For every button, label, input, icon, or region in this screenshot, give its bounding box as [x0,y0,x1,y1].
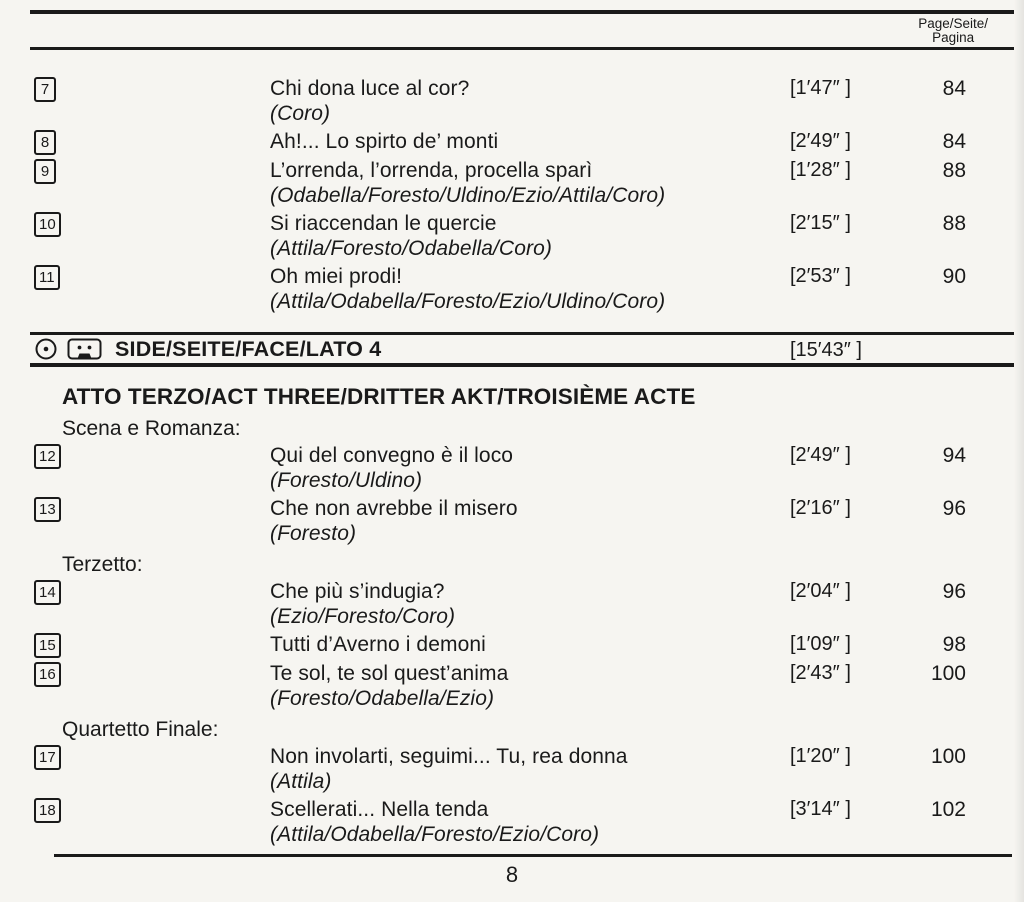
track-number-box: 12 [34,444,61,469]
track-page-number: 94 [942,444,966,467]
track-title: Tutti d’Averno i demoni [270,633,486,656]
track-row [34,76,966,126]
track-number-box: 16 [34,662,61,687]
track-page-number: 88 [942,212,966,235]
track-page-number: 90 [942,265,966,288]
track-cast: (Ezio/Foresto/Coro) [270,605,456,628]
track-title: Si riaccendan le quercie [270,212,497,235]
track-cast: (Attila/Odabella/Foresto/Ezio/Uldino/Coro) [270,290,666,313]
tracklist-side4 [0,416,1024,847]
track-page-number: 100 [930,662,966,685]
track-duration: [2′53″ ] [790,265,851,287]
track-duration: [2′49″ ] [790,444,851,466]
track-page-number: 84 [942,130,966,153]
track-number-box: 11 [34,265,60,290]
track-duration: [1′47″ ] [790,77,851,99]
track-cast: (Foresto) [270,522,357,545]
track-row [34,158,966,208]
track-row [34,744,966,794]
track-duration: [2′16″ ] [790,497,851,519]
track-row [34,632,966,658]
track-row [34,496,966,546]
track-cast: (Coro) [270,102,331,125]
track-cast: (Attila) [270,770,332,793]
track-page-number: 96 [942,580,966,603]
track-duration: [2′04″ ] [790,580,851,602]
track-duration: [2′43″ ] [790,662,851,684]
track-cast: (Foresto/Uldino) [270,469,423,492]
act-heading: ATTO TERZO/ACT THREE/DRITTER AKT/TROISIÈME ACTE [62,384,696,409]
track-title: Scellerati... Nella tenda [270,798,489,821]
track-number-box: 15 [34,633,61,658]
track-page-number: 98 [942,633,966,656]
track-page-number: 100 [930,745,966,768]
track-duration: [2′49″ ] [790,130,851,152]
track-number-box: 10 [34,212,61,237]
track-number-box: 8 [34,130,56,155]
track-page-number: 88 [942,159,966,182]
track-page-number: 102 [930,798,966,821]
media-icons [34,337,102,361]
track-number-box: 14 [34,580,61,605]
track-number-box: 18 [34,798,61,823]
track-row [34,661,966,711]
page-column-header [0,14,1024,47]
side-banner-label: SIDE/SEITE/FACE/LATO 4 [115,336,382,361]
track-number-box: 7 [34,77,56,102]
track-number-box: 13 [34,497,61,522]
track-title: Oh miei prodi! [270,265,403,288]
page-column-label-line2: Pagina [932,30,975,45]
track-cast: (Foresto/Odabella/Ezio) [270,687,495,710]
booklet-page-number: 8 [505,862,519,887]
side-total-duration: [15′43″ ] [790,339,862,361]
track-title: Che non avrebbe il misero [270,497,518,520]
track-row [34,264,966,314]
track-title: Non involarti, seguimi... Tu, rea donna [270,745,628,768]
track-row [34,211,966,261]
side-banner [30,332,1014,367]
section-label-quartetto-finale: Quartetto Finale: [62,718,219,741]
section-label-terzetto: Terzetto: [62,553,143,576]
track-title: Chi dona luce al cor? [270,77,470,100]
track-title: Che più s’indugia? [270,580,445,603]
track-duration: [1′09″ ] [790,633,851,655]
track-row [34,579,966,629]
track-duration: [1′28″ ] [790,159,851,181]
vinyl-record-icon [34,337,58,361]
section-label-scena-e-romanza: Scena e Romanza: [62,417,241,440]
track-cast: (Attila/Odabella/Foresto/Ezio/Coro) [270,823,600,846]
track-row [34,797,966,847]
cassette-icon [67,337,102,361]
track-number-box: 17 [34,745,61,770]
track-title: Qui del convegno è il loco [270,444,514,467]
track-cast: (Attila/Foresto/Odabella/Coro) [270,237,552,260]
track-title: Te sol, te sol quest’anima [270,662,509,685]
header-underline-rule [30,47,1014,50]
track-title: L’orrenda, l’orrenda, procella sparì [270,159,593,182]
track-duration: [3′14″ ] [790,798,851,820]
track-page-number: 96 [942,497,966,520]
track-row [34,129,966,155]
track-page-number: 84 [942,77,966,100]
track-number-box: 9 [34,159,56,184]
track-cast: (Odabella/Foresto/Uldino/Ezio/Attila/Coro) [270,184,666,207]
page-column-label [918,16,988,45]
track-duration: [2′15″ ] [790,212,851,234]
bottom-rule [54,854,1012,857]
track-title: Ah!... Lo spirto de’ monti [270,130,499,153]
track-duration: [1′20″ ] [790,745,851,767]
page-column-label-line1: Page/Seite/ [918,16,988,31]
track-row [34,443,966,493]
tracklist-side3 [0,76,1024,314]
